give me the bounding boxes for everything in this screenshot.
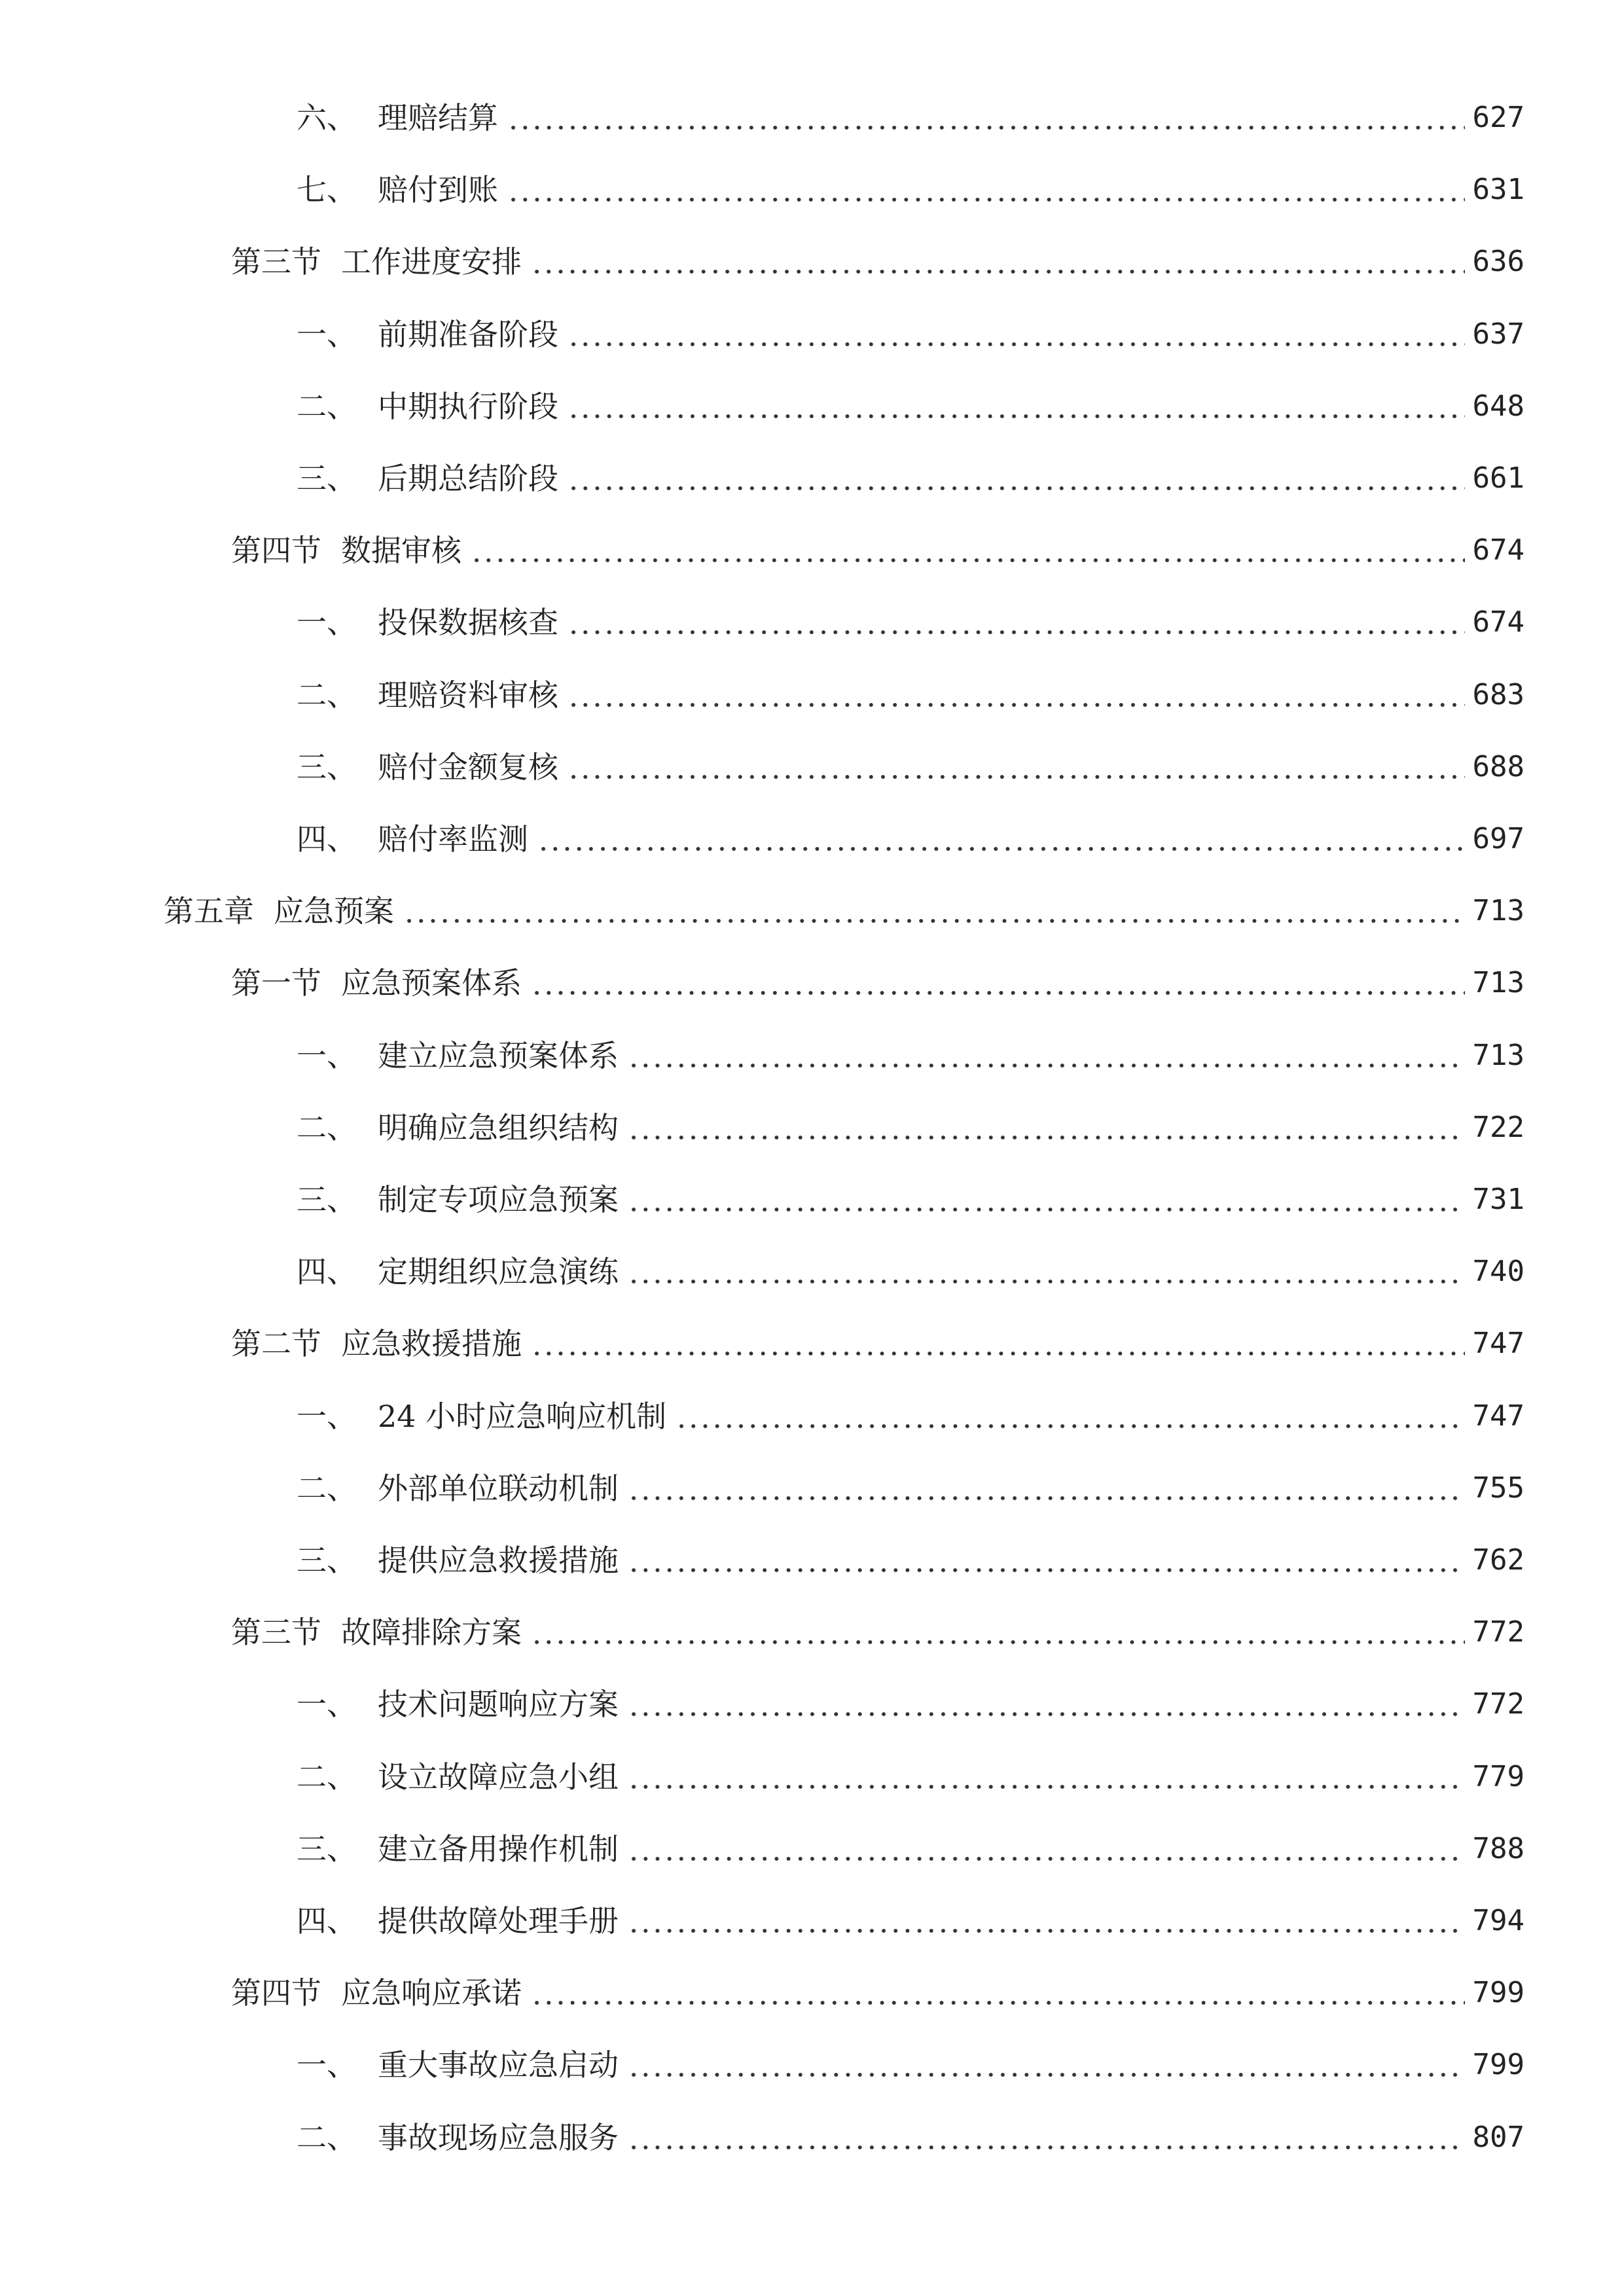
toc-entry-page-number: 688 bbox=[1472, 749, 1525, 783]
toc-entry-title: 提供应急救援措施 bbox=[378, 1543, 619, 1578]
toc-entry-page-number: 740 bbox=[1472, 1255, 1525, 1289]
toc-entry-page-number: 799 bbox=[1472, 2048, 1525, 2082]
toc-entry-title: 重大事故应急启动 bbox=[378, 2047, 619, 2083]
dot-leader bbox=[568, 703, 1465, 707]
toc-entry-page-number: 772 bbox=[1472, 1615, 1525, 1649]
toc-entry-page-number: 661 bbox=[1472, 461, 1525, 495]
dot-leader bbox=[628, 1280, 1465, 1283]
dot-leader bbox=[628, 2145, 1465, 2149]
toc-entry[interactable] bbox=[297, 2111, 1525, 2164]
toc-entry-number: 二、 bbox=[297, 388, 357, 424]
dot-leader bbox=[531, 991, 1465, 995]
toc-entry-page-number: 637 bbox=[1472, 317, 1525, 351]
toc-entry-title: 工作进度安排 bbox=[341, 244, 522, 280]
toc-entry-title: 应急预案 bbox=[274, 893, 394, 929]
toc-entry-page-number: 713 bbox=[1472, 966, 1525, 1000]
toc-entry-number: 一、 bbox=[297, 1037, 357, 1073]
toc-entry[interactable] bbox=[231, 1318, 1525, 1370]
toc-entry-title: 应急预案体系 bbox=[341, 965, 522, 1001]
toc-entry-number: 二、 bbox=[297, 2119, 357, 2155]
toc-entry-title: 中期执行阶段 bbox=[378, 388, 558, 424]
dot-leader bbox=[531, 270, 1465, 274]
dot-leader bbox=[471, 558, 1465, 562]
toc-entry-page-number: 762 bbox=[1472, 1543, 1525, 1577]
toc-entry[interactable] bbox=[297, 1246, 1525, 1298]
dot-leader bbox=[568, 630, 1465, 634]
dot-leader bbox=[507, 198, 1465, 202]
toc-entry-title: 应急救援措施 bbox=[341, 1326, 522, 1362]
dot-leader bbox=[507, 126, 1465, 130]
toc-entry-title: 建立应急预案体系 bbox=[378, 1037, 619, 1073]
dot-leader bbox=[531, 2001, 1465, 2005]
toc-entry[interactable] bbox=[297, 380, 1525, 433]
toc-entry-number: 三、 bbox=[297, 749, 357, 785]
toc-entry-number: 二、 bbox=[297, 1470, 357, 1506]
toc-entry-number: 二、 bbox=[297, 677, 357, 713]
toc-entry[interactable] bbox=[297, 164, 1525, 216]
toc-entry-number: 第四节 bbox=[231, 533, 321, 569]
dot-leader bbox=[568, 342, 1465, 346]
dot-leader bbox=[568, 775, 1465, 779]
toc-entry-title: 后期总结阶段 bbox=[378, 461, 558, 496]
dot-leader bbox=[568, 486, 1465, 490]
toc-entry-page-number: 799 bbox=[1472, 1976, 1525, 2010]
toc-entry[interactable] bbox=[297, 2039, 1525, 2091]
toc-entry-number: 七、 bbox=[297, 172, 357, 208]
dot-leader bbox=[628, 1929, 1465, 1933]
toc-entry-title: 应急响应承诺 bbox=[341, 1975, 522, 2011]
toc-entry-number: 第三节 bbox=[231, 1615, 321, 1651]
dot-leader bbox=[676, 1424, 1464, 1428]
toc-entry-title: 明确应急组织结构 bbox=[378, 1109, 619, 1145]
toc-entry[interactable] bbox=[297, 596, 1525, 649]
toc-entry[interactable] bbox=[231, 1967, 1525, 2019]
toc-entry-page-number: 683 bbox=[1472, 677, 1525, 711]
toc-entry-page-number: 807 bbox=[1472, 2120, 1525, 2154]
toc-entry[interactable] bbox=[297, 92, 1525, 144]
dot-leader bbox=[628, 2073, 1465, 2077]
toc-entry[interactable] bbox=[297, 813, 1525, 865]
toc-entry-title: 24 小时应急响应机制 bbox=[378, 1398, 667, 1434]
toc-entry[interactable] bbox=[297, 1390, 1525, 1443]
toc-entry[interactable] bbox=[297, 1462, 1525, 1515]
dot-leader bbox=[628, 1785, 1465, 1789]
toc-entry-number: 二、 bbox=[297, 1109, 357, 1145]
dot-leader bbox=[531, 1640, 1465, 1644]
toc-entry-page-number: 674 bbox=[1472, 533, 1525, 567]
toc-entry-title: 赔付到账 bbox=[378, 172, 498, 208]
toc-entry-title: 制定专项应急预案 bbox=[378, 1182, 619, 1217]
toc-entry-page-number: 779 bbox=[1472, 1759, 1525, 1793]
dot-leader bbox=[628, 1857, 1465, 1861]
toc-entry-title: 提供故障处理手册 bbox=[378, 1903, 619, 1939]
dot-leader bbox=[628, 1496, 1465, 1500]
dot-leader bbox=[628, 1136, 1465, 1139]
toc-entry-page-number: 648 bbox=[1472, 389, 1525, 423]
toc-entry[interactable] bbox=[164, 885, 1525, 937]
toc-entry-number: 一、 bbox=[297, 316, 357, 352]
toc-entry-number: 三、 bbox=[297, 1182, 357, 1217]
toc-entry[interactable] bbox=[297, 1174, 1525, 1226]
toc-entry[interactable] bbox=[297, 1102, 1525, 1154]
toc-entry-title: 前期准备阶段 bbox=[378, 316, 558, 352]
toc-entry-page-number: 788 bbox=[1472, 1831, 1525, 1865]
toc-entry[interactable] bbox=[297, 1534, 1525, 1587]
dot-leader bbox=[628, 1208, 1465, 1211]
toc-entry[interactable] bbox=[297, 669, 1525, 721]
toc-entry[interactable] bbox=[297, 1751, 1525, 1803]
toc-entry-page-number: 697 bbox=[1472, 822, 1525, 855]
dot-leader bbox=[537, 847, 1465, 851]
toc-entry-page-number: 731 bbox=[1472, 1183, 1525, 1216]
dot-leader bbox=[568, 414, 1465, 418]
toc-entry-number: 三、 bbox=[297, 1831, 357, 1867]
toc-entry-number: 一、 bbox=[297, 605, 357, 641]
toc-entry-number: 二、 bbox=[297, 1759, 357, 1795]
toc-entry-page-number: 794 bbox=[1472, 1904, 1525, 1937]
dot-leader bbox=[403, 919, 1465, 923]
toc-entry[interactable] bbox=[297, 1895, 1525, 1947]
toc-entry-number: 一、 bbox=[297, 1687, 357, 1723]
dot-leader bbox=[628, 1064, 1465, 1067]
toc-entry-title: 赔付率监测 bbox=[378, 821, 528, 857]
toc-entry-title: 赔付金额复核 bbox=[378, 749, 558, 785]
toc-entry[interactable] bbox=[297, 452, 1525, 505]
toc-entry[interactable] bbox=[231, 1606, 1525, 1659]
toc-entry-number: 第五章 bbox=[164, 893, 254, 929]
toc-entry-number: 三、 bbox=[297, 1543, 357, 1578]
toc-entry[interactable] bbox=[231, 524, 1525, 577]
toc-entry-number: 第一节 bbox=[231, 965, 321, 1001]
toc-entry-title: 设立故障应急小组 bbox=[378, 1759, 619, 1795]
toc-entry-number: 四、 bbox=[297, 1254, 357, 1290]
toc-entry-number: 第二节 bbox=[231, 1326, 321, 1362]
toc-entry-number: 三、 bbox=[297, 461, 357, 496]
toc-entry-title: 理赔结算 bbox=[378, 100, 498, 135]
toc-entry-page-number: 713 bbox=[1472, 1038, 1525, 1072]
toc-entry-page-number: 772 bbox=[1472, 1687, 1525, 1721]
toc-entry-page-number: 747 bbox=[1472, 1327, 1525, 1361]
toc-entry-title: 理赔资料审核 bbox=[378, 677, 558, 713]
toc-entry[interactable] bbox=[231, 236, 1525, 288]
toc-entry-page-number: 713 bbox=[1472, 894, 1525, 928]
toc-entry-page-number: 636 bbox=[1472, 245, 1525, 279]
toc-entry-title: 定期组织应急演练 bbox=[378, 1254, 619, 1290]
toc-entry-title: 外部单位联动机制 bbox=[378, 1470, 619, 1506]
toc-entry-number: 一、 bbox=[297, 1398, 357, 1434]
toc-entry-title: 技术问题响应方案 bbox=[378, 1687, 619, 1723]
toc-entry-page-number: 627 bbox=[1472, 101, 1525, 134]
dot-leader bbox=[628, 1712, 1465, 1716]
toc-entry-page-number: 674 bbox=[1472, 605, 1525, 639]
toc-entry-page-number: 631 bbox=[1472, 173, 1525, 207]
toc-entry-number: 四、 bbox=[297, 1903, 357, 1939]
dot-leader bbox=[628, 1568, 1465, 1572]
toc-entry-number: 四、 bbox=[297, 821, 357, 857]
toc-entry-number: 第四节 bbox=[231, 1975, 321, 2011]
toc-entry-page-number: 747 bbox=[1472, 1399, 1525, 1433]
toc-entry-title: 数据审核 bbox=[341, 533, 461, 569]
toc-entry[interactable] bbox=[297, 1030, 1525, 1082]
toc-entry-title: 事故现场应急服务 bbox=[378, 2119, 619, 2155]
toc-entry-title: 故障排除方案 bbox=[341, 1615, 522, 1651]
toc-entry[interactable] bbox=[297, 1823, 1525, 1875]
toc-entry-title: 投保数据核查 bbox=[378, 605, 558, 641]
toc-entry-number: 一、 bbox=[297, 2047, 357, 2083]
toc-entry-page-number: 722 bbox=[1472, 1110, 1525, 1144]
toc-entry-title: 建立备用操作机制 bbox=[378, 1831, 619, 1867]
toc-entry[interactable] bbox=[297, 308, 1525, 361]
dot-leader bbox=[531, 1352, 1465, 1355]
toc-entry-page-number: 755 bbox=[1472, 1471, 1525, 1505]
toc-entry[interactable] bbox=[231, 957, 1525, 1009]
toc-entry-number: 第三节 bbox=[231, 244, 321, 280]
toc-entry[interactable] bbox=[297, 1678, 1525, 1731]
toc-entry-number: 六、 bbox=[297, 100, 357, 135]
toc-entry[interactable] bbox=[297, 741, 1525, 793]
